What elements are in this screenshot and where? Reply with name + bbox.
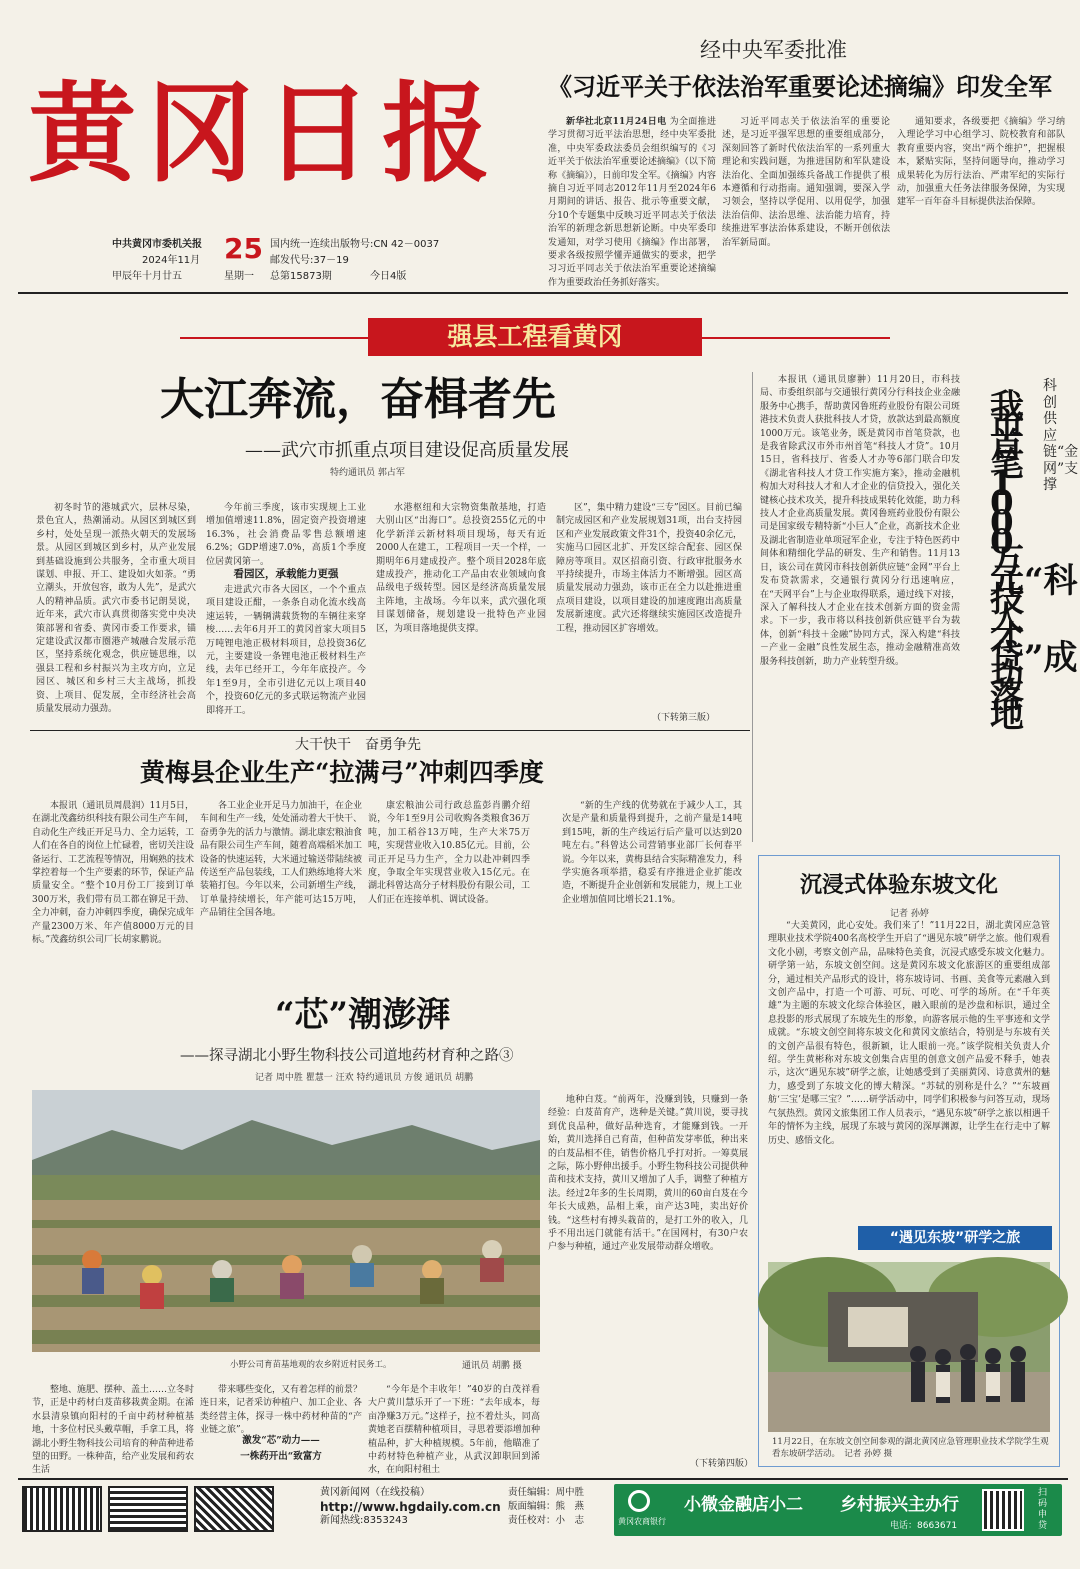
lead-col-2 [722,116,890,284]
xin-photo-credit: 通讯员 胡鹏 摄 [462,1361,522,1371]
xin-photo-illustration [32,1090,540,1352]
footer-qr-3 [194,1486,274,1532]
kejichuang-headline: 我市首笔1000万元“科技人才贷”成功落地 [990,387,1078,736]
bank-name: 黄冈农商银行 [618,1517,666,1526]
lead-body-1: 为全面推进学习贯彻习近平法治思想，经中央军委批准，中央军委政法委员会组织编写的《习近平关于依法治军重要论述摘编》（以下简称《摘编》），日前印发全军。《摘编》内容摘自习近平同志2012年11月至2024年6月期间的讲话、报告、批示等重要文献，分10个专题集中反映习近平同志关于依法治军的新理念新思想新论断。中央军委印发通知，对学习使用《摘编》作出部署，要求各级按照学懂弄通做实的要求，把学习习近平同志关于依法治军重要论述摘编作为重要政治任务抓好落实。 [548,117,716,288]
xin-col-2-head-2: 一株药开出“致富方 [240,1451,322,1462]
weekday: 星期一 [224,271,254,282]
xin-col-1 [32,1384,195,1476]
huangmei-col-3-text: 康宏粮油公司行政总监彭肖鹏介绍说，今年1至9月公司收购各类粮食36万吨，加工稻谷13万吨，生产大米75万吨，实现营业收入10.85亿元。目前，公司正开足马力生产，全力以赴冲刺四季度，争取全年实现营业收入15亿元。在湖北科曾达高分子材料股份有限公司，工人们正在连接单机、调试设备。 [368,801,531,905]
xin-col-2-head: 激发“芯”动力—— [242,1435,320,1446]
huangmei-col-2 [200,800,362,962]
bank-logo-icon [628,1490,650,1512]
dongpo-photo [768,1262,1050,1432]
xin-col-2-text: 带来哪些变化，又有着怎样的前景？连日来，记者采访种植户、加工企业、各类经营主体，探寻一株中药材种苗的“产业链之旅”。 [200,1385,363,1436]
section-banner-text: 强县工程看黄冈 [447,322,623,351]
xin-col-3 [368,1384,540,1476]
footer-proofreader: 责任校对：小 志 [508,1515,585,1526]
dongpo-tag [858,1226,1052,1250]
main-col-1 [36,502,196,724]
xin-headline: “芯”潮澎湃 [275,995,451,1035]
xin-continued: （下转第四版） [690,1459,754,1469]
footer-ad [614,1484,1062,1536]
huangmei-col-1 [32,800,194,962]
main-col-2b [206,584,366,724]
main-headline: 大江奔流，奋楫者先 [160,374,556,425]
xin-right-col [548,1094,748,1458]
main-col-3-text: 水港枢纽和大宗物资集散基地，打造大别山区“出海口”。总投资255亿元的中化学新洋云新材料项目现场，每天有近2000人在建工，工程项目一天一个样，一期明年6月建成投产。整个项目2028年底建成投产，推动化工产品由农业领域向食品级电子级转型。园区是经济高质量发展主阵地，主战场。今年以来，武穴强化项目谋划储备，规划建设一批特色产业园区，为项目落地提供支撑。 [376,503,546,634]
section-rule-left [180,337,370,339]
issue-number: 总第15873期 [270,271,332,282]
footer-rule [18,1478,1068,1480]
ad-slogan-2: 乡村振兴主办行 [840,1495,959,1515]
dongpo-caption: 11月22日，在东坡文创空间参观的湖北黄冈应急管理职业技术学院学生观看东坡研学活动。 记者 孙婷 摄 [772,1437,1049,1459]
masthead-title-text: 黄冈日报 [28,71,501,197]
dongpo-headline: 沉浸式体验东坡文化 [800,872,999,898]
main-col-3 [376,502,546,724]
lead-body-2: 习近平同志关于依法治军的重要论述，是习近平强军思想的重要组成部分，深刻回答了新时代依法治军的一系列重大理论和实践问题，为推进国防和军队建设法治化、全面加强练兵备战工作提供了根本遵循和行动指南。通知强调，要深入学习领会，坚持以学促用、以用促学，加强法治信仰、法治思维、法治能力培育，持续推进军事法治体系建设，不断开创依法治军新局面。 [722,117,890,248]
huangmei-col-4-text: “新的生产线的优势就在于减少人工，其次是产量和质量得到提升，之前产量是14吨到15吨，新的生产线运行后产量可以达到20吨左右。”科曾达公司营销事业部厂长何春平说。今年以来，黄梅县结合实际精准发力，科学实施各项举措，稳妥有序推进企业扩能改造，不断提升企业创新和发展能力，规上工业企业增加值同比增长21.1%。 [562,801,743,905]
footer-qr-1 [22,1486,102,1532]
huangmei-col-1-text: 本报讯（通讯员周晨润）11月5日，在湖北茂鑫纺织科技有限公司生产车间，自动化生产线正开足马力、全力运转，工人们在各自的岗位上忙碌着，密切关注设备运行、工艺流程等情况，用娴熟的技术掌控着每一个生产要素的环节，保证产品质量安全。“整个10月份工厂接到订单300万米，我们带有员工都在铆足干劲、全力冲刺，奋力冲刺四季度，确保完成年产量2300万米、年产值8000万元的目标。”茂鑫纺织公司厂长胡家鹏说。 [32,801,195,946]
footer-qr-2 [108,1486,188,1532]
main-col-2-head: 看园区，承载能力更强 [233,568,339,580]
postal-code: 邮发代号:37－19 [270,255,349,266]
xin-col-3-text: “今年是个丰收年！”40岁的白茂祥看大户黄川慧乐开了一下班：“去年成本，每亩净赚3万元。”这样子，拉不着灶头，同高黄她老百摆精种植项目，寻思着要添增加种植品种，扩大种植规模。5年前，他瞄准了中药材特色种植产业，从武汉卸职回到浠水，在向阳村租土 [368,1385,540,1476]
masthead-title [28,64,528,204]
footer-site [320,1486,501,1528]
masthead-info [112,232,532,285]
date-line: 2024年11月 [142,255,201,266]
lunar-date: 甲辰年十月廿五 [112,271,182,282]
main-col-2b-text: 走进武穴市各大园区，一个个重点项目建设正酣，一条条自动化流水线高速运转，一辆辆满载货物的车辆往来穿梭……去年6月开工的黄冈首家大项目5万吨锂电池正极材料项目，总投资36亿元，主要建设一条锂电池正极材料生产线，去年已经开工，今年年底投产。今年1至9月，全市引进亿元以上项目40个，投资60亿元的多式联运物流产业园即将开工。 [206,585,366,716]
lead-body-3: 通知要求，各级要把《摘编》学习纳入理论学习中心组学习、院校教育和部队教育重要内容，突出“两个维护”，把握根本，紧贴实际，坚持问题导向，推动学习成果转化为厉行法治、严肃军纪的实际行动，加强重大任务法律服务保障，为实现建军一百年奋斗目标提供法治保障。 [897,117,1065,208]
right-col-divider [752,372,753,842]
kejichuang-body-text: 本报讯（通讯员廖翀）11月20日，市科技局、市委组织部与交通银行黄冈分行科技企业金融服务中心携手，帮助黄冈鲁班药业股份有限公司斑港技术负责人获批科技人才贷，放款达到最高额度1000万元。该笔业务，既是黄冈市首笔贷款，也是我省除武汉市外市州首笔“科技人才贷”。10月15日，省科技厅、省委人才办等6部门联合印发《湖北省科技人才贷工作实施方案》，推动金融机构加大对科技人才和人才企业的信贷投入，强化关键核心技术攻关，提升科技成果转化效能，助力科技人才企业高质量发展。黄冈鲁班药业股份有限公司是国家级专精特新“小巨人”企业，高新技术企业及湖北省制造业单项冠军企业，专注于特色医药中间体和精细化学品的研发、生产和销售。11月13日，该公司在黄冈市科技创新供应链“金网”平台上发布贷款需求，交通银行黄冈分行迅速响应，在“天网平台”上与企业取得联系，通过线下对接，深入了解科技人才企业在技术创新方面的资金需求。下一步，我市将以科技创新供应链平台为载体，创新“科技＋金融”协同方式，深入构建“科技－产业－金融”良性发展生态，推动金融精准高效服务科技创新，助力产业转型升级。 [760,375,960,667]
footer-editor: 责任编辑：周中胜 [508,1487,585,1498]
main-byline: 特约通讯员 郭占军 [330,468,405,478]
section-banner [368,318,702,356]
footer-hotline: 新闻热线:8353243 [320,1515,408,1526]
kejichuang-body [760,374,960,844]
sponsor: 中共黄冈市委机关报 [112,239,202,250]
lead-col-1 [548,116,716,288]
huangmei-col-4 [562,800,742,962]
page-count: 今日4版 [370,271,407,282]
lead-dateline: 新华社北京11月24日电 [566,117,667,127]
top-divider [18,292,1068,294]
xin-col-2 [200,1384,363,1436]
footer-layout-editor: 版面编辑：熊 燕 [508,1501,585,1512]
ad-slogan-1: 小微金融店小二 [684,1495,803,1515]
main-col-4 [556,502,742,708]
dongpo-body-text: “大美黄冈，此心安处。我们来了！”11月22日，湖北黄冈应急管理职业技术学院400名高校学生开启了“遇见东坡”研学之旅。他们观看文化小剧，考察文创产品，品味特色美食，沉浸式感受东坡文化魅力。研学第一站，东坡文创空间。这是黄冈东坡文化旅游区的重要组成部分，通过相关产品形式的设计，将东坡诗词、书画、美食等元素融入到文创产品中，打造一个可游、可玩、可吃、可学的场所。在“千年英雄”为主题的东坡文化综合体验区，融入眼前的是沙盘和标识，通过全息投影的形式展现了东坡先生的形象，向游客展示他的生平事迹和文学成就。“东坡文创空间将东坡文化和黄冈文旅结合，特别是与东坡有关的文创产品很有特色，很新颖，让人眼前一亮。”该学院相关负责人介绍。学生黄彬称对东坡文创集合店里的创意文创产品爱不释手，她表示，这次“遇见东坡”研学之旅，让她感受到了美丽黄冈、诗意黄州的魅力，感受到了东坡文化的博大精深。“苏轼的别称是什么？”“东坡画舫‘三宝’是哪三宝？”……研学活动中，同学们积极参与问答互动，现场气氛热烈。黄冈文旅集团工作人员表示，“遇见东坡”研学之旅以相遇千年的情怀为主线，展现了东坡与黄冈的深厚渊源，让学生在行走中了解历史、感悟文化。 [768,921,1050,1146]
footer-site-title: 黄冈新闻网（在线投稿） [320,1487,430,1498]
main-col-4-text: 区”，集中精力建设“三专”园区。目前已编制完成园区和产业发展规划31项，出台支持园区和产业发展政策文件31个，投资40余亿元，实施马口园区北扩、开发区综合配套、园区保障房等项目。双区招商引资、行政审批服务水平持续提升，市场主体活力不断增强。园区高质量发展动力强劲，该市正在全力以赴推进重点项目建设，以项目建设的加速度跑出高质量发展新速度。武穴还将继续实施园区改造提升工程，推动园区扩容增效。 [556,503,742,634]
main-col-2a-text: 今年前三季度，该市实现规上工业增加值增速11.8%，固定资产投资增速16.3%，社会消费品零售总额增速6.2%；GDP增速7.0%，高质1个季度位居黄冈第一。 [206,503,366,567]
xin-photo [32,1090,540,1352]
xin-subhead: ——探寻湖北小野生物科技公司道地药材育种之路③ [180,1048,514,1064]
ad-phone: 电话：8663671 [890,1521,958,1531]
cn-number: 国内统一连续出版物号:CN 42－0037 [270,239,440,250]
footer-credits [508,1486,584,1528]
main-subhead: ——武穴市抓重点项目建设促高质量发展 [245,440,569,461]
xin-caption: 小野公司育苗基地观的农乡附近村民务工。 [230,1360,392,1370]
dongpo-tag-text: “遇见东坡”研学之旅 [889,1230,1021,1246]
mid-divider-1 [30,730,750,731]
xin-byline: 记者 周中胜 瞿慧一 汪欢 特约通讯员 方俊 通讯员 胡鹏 [255,1073,474,1083]
footer-url[interactable]: http://www.hgdaily.com.cn [320,1500,501,1514]
huangmei-headline: 黄梅县企业生产“拉满弓”冲刺四季度 [140,758,544,787]
dongpo-byline: 记者 孙婷 [890,909,929,919]
kejichuang-kicker: 科创供应链“金网”支撑 [1043,378,1079,493]
huangmei-col-2-text: 各工业企业开足马力加油干，在企业车间和生产一线，处处涌动着大干快干、奋勇争先的活力与激情。湖北康宏粮油食品有限公司生产车间，随着高端稻米加工设备的快速运转，大米通过输送带陆续被传送至产品包装线，工人们熟练地将大米装箱打包。今年以来，公司新增生产线，订单量持续增长，年产能可达15万吨，产品销往全国各地。 [200,801,363,919]
main-col-2a [206,502,366,567]
lead-col-3 [897,116,1065,284]
huangmei-col-3 [368,800,530,962]
xin-right-col-text: 地种白芨。“前两年，没赚到钱，只赚到一条经验：白芨苗育产，选种是关键。”黄川说，要寻找到优良品种，做好品种选育，才能赚到钱。一开始，黄川选择自己育苗，但种苗发芽率低，种出来的白芨品相不佳，销售价格几乎打对折。一筹莫展之际，陈小野伸出援手。小野生物科技公司提供种苗和技术支持，黄川又增加了人手，调整了种植方法。经过2年多的生长周期，黄川的60亩白芨在今年长大成熟，品相上乘，亩产达3吨，卖出好价钱。“这些村有搏头栽苗的，是打工外的收入，几乎不用出远门就能有活干。”在国网村，有30户农户参与种植，通过产业发展带动群众增收。 [548,1095,748,1253]
dongpo-body [768,920,1050,1256]
ad-qr-icon [982,1489,1024,1531]
issue-day: 25 [224,232,263,265]
dongpo-photo-illustration [768,1262,1050,1432]
lead-headline: 《习近平关于依法治军重要论述摘编》印发全军 [548,72,1052,101]
ad-side-label: 扫码申贷 [1038,1488,1048,1531]
section-rule-right [700,337,890,339]
xin-col-1-text: 整地、施肥、摆种、盖土……立冬时节，正是中药材白芨苗移栽黄金期。在浠水县清泉镇向阳村的千亩中药材种植基地，十多位村民头戴草帽，手拿工具，将湖北小野生物科技公司培育的种苗种进希望的田野。一株种苗，给产业发展和药农生活 [32,1385,195,1476]
lead-kicker: 经中央军委批准 [700,38,847,62]
huangmei-kicker: 大干快干 奋勇争先 [295,737,421,753]
main-col-1-text: 初冬时节的港城武穴，层林尽染，景色宜人，热潮涌动。从园区到城区到乡村，处处呈现一派热火朝天的发展场景。从园区到城区到乡村，从产业发展到基础设施到公共服务，全市重大项目谋划、申报、开工、建设如火如荼。“勇立潮头，开放包容，敢为人先”，是武穴人的精神品质。武穴市委书记朗昊说，近年来，武穴市认真贯彻落实党中央决策部署和省委、黄冈市委工作要求，锚定建设武汉都市圈港产城融合发展示范区，坚持系统化观念，供应链思维，以强县工程和乡村振兴为主攻方向，立足园区、城区和乡村三大主战场，抓投资、上项目、促发展，全市经济社会高质量发展动力强劲。 [36,503,196,715]
main-continued: （下转第三版） [652,713,716,723]
